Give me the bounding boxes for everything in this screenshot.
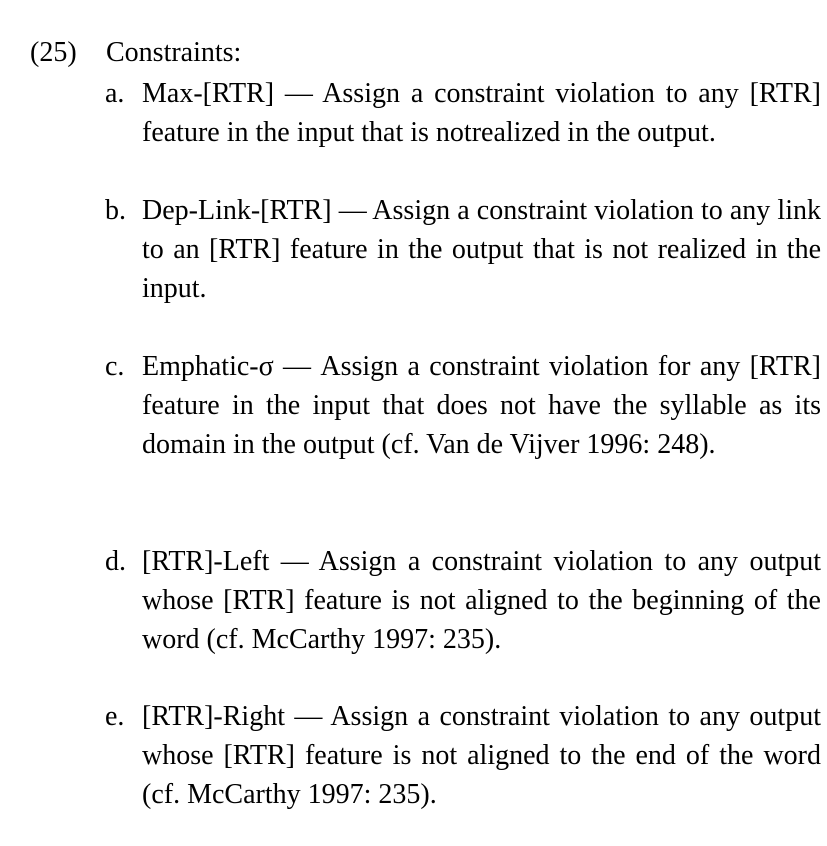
item-letter: d. — [105, 546, 126, 577]
constraint-item-a — [105, 74, 821, 152]
item-letter: a. — [105, 78, 125, 109]
example-header — [30, 33, 820, 72]
constraint-item-e — [105, 697, 821, 814]
constraint-item-b — [105, 191, 821, 308]
constraint-item-c — [105, 347, 821, 464]
constraint-text: Dep-Link-[RTR] — Assign a constraint violation to any link to an [RTR] feature in the output that is not realized in the input. — [142, 195, 821, 304]
item-letter: c. — [105, 351, 125, 382]
item-letter: b. — [105, 195, 126, 226]
constraint-text: [RTR]-Left — Assign a constraint violation to any output whose [RTR] feature is not aligned to the beginning of the word (cf. McCarthy 1997: 235). — [142, 546, 821, 655]
constraint-text: Emphatic-σ — Assign a constraint violation for any [RTR] feature in the input that does not have the syllable as its domain in the output (cf. Van de Vijver 1996: 248). — [142, 351, 821, 460]
item-letter: e. — [105, 701, 125, 732]
constraint-text: [RTR]-Right — Assign a constraint violation to any output whose [RTR] feature is not aligned to the end of the word (cf. McCarthy 1997: 235). — [142, 701, 821, 810]
example-25 — [30, 33, 820, 72]
example-number: (25) — [30, 37, 77, 68]
constraint-text: Max-[RTR] — Assign a constraint violation to any [RTR] feature in the input that is notrealized in the output. — [142, 78, 821, 148]
example-title: Constraints: — [106, 37, 242, 68]
constraint-item-d — [105, 542, 821, 659]
